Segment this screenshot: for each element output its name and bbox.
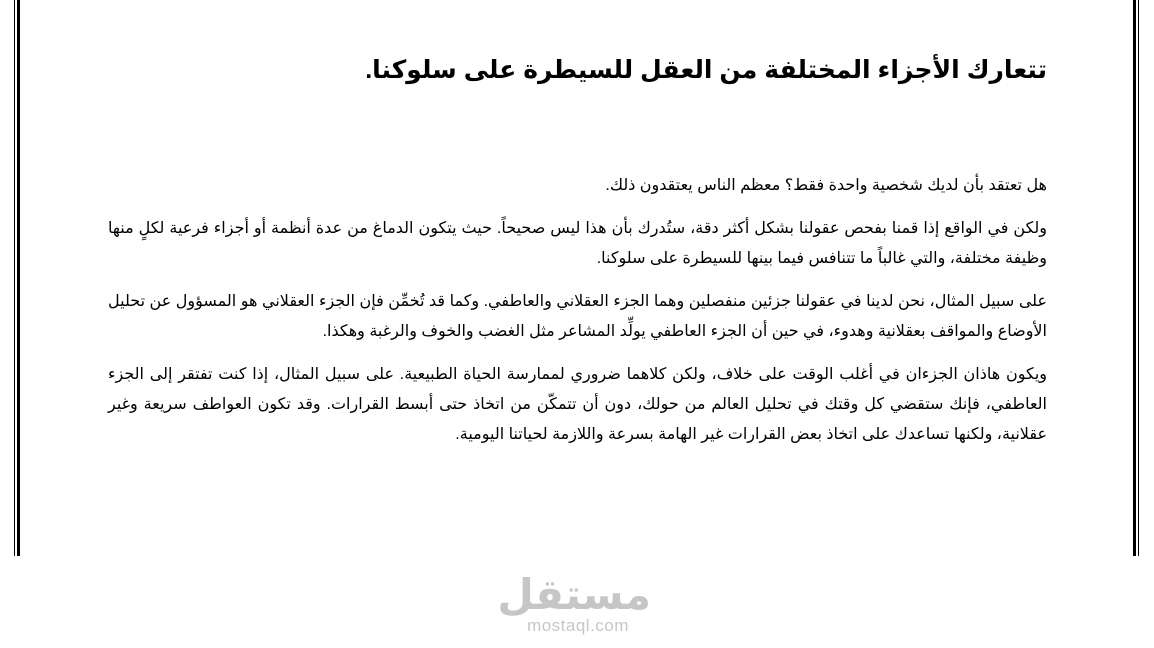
document-page [14,0,1139,556]
paragraph-2: ولكن في الواقع إذا قمنا بفحص عقولنا بشكل أكثر دقة، ستُدرك بأن هذا ليس صحيحاً. حيث يتكون الدماغ من عدة أنظمة أو أجزاء فرعية لكلٍ منها وظيفة مختلفة، والتي غالباً ما تتنافس فيما بينها للسيطرة على سلوكنا. [108,220,1047,267]
document-content [108,52,1047,450]
paragraph-3: على سبيل المثال، نحن لدينا في عقولنا جزئين منفصلين وهما الجزء العقلاني والعاطفي. وكما قد تُخمِّن فإن الجزء العقلاني هو المسؤول عن تحليل الأوضاع والمواقف بعقلانية وهدوء، في حين أن الجزء العاطفي يولِّد المشاعر مثل الغضب والخوف والرغبة وهكذا. [108,293,1047,340]
mostaql-watermark [497,570,651,635]
watermark-url: mostaql.com [527,616,629,635]
watermark-logo: مستقل [497,570,651,619]
document-title: تتعارك الأجزاء المختلفة من العقل للسيطرة على سلوكنا. [365,56,1047,84]
paragraph-4: ويكون هاذان الجزءان في أغلب الوقت على خلاف، ولكن كلاهما ضروري لممارسة الحياة الطبيعية. على سبيل المثال، إذا كنت تفتقر إلى الجزء العاطفي، فإنك ستقضي كل وقتك في تحليل العالم من حولك، دون أن تتمكّن من اتخاذ حتى أبسط القرارات. وقد تكون العواطف سريعة وغير عقلانية، ولكنها تساعدك على اتخاذ بعض القرارات غير الهامة بسرعة واللازمة لحياتنا اليومية. [108,366,1048,443]
paragraph-1: هل تعتقد بأن لديك شخصية واحدة فقط؟ معظم الناس يعتقدون ذلك. [605,177,1047,194]
